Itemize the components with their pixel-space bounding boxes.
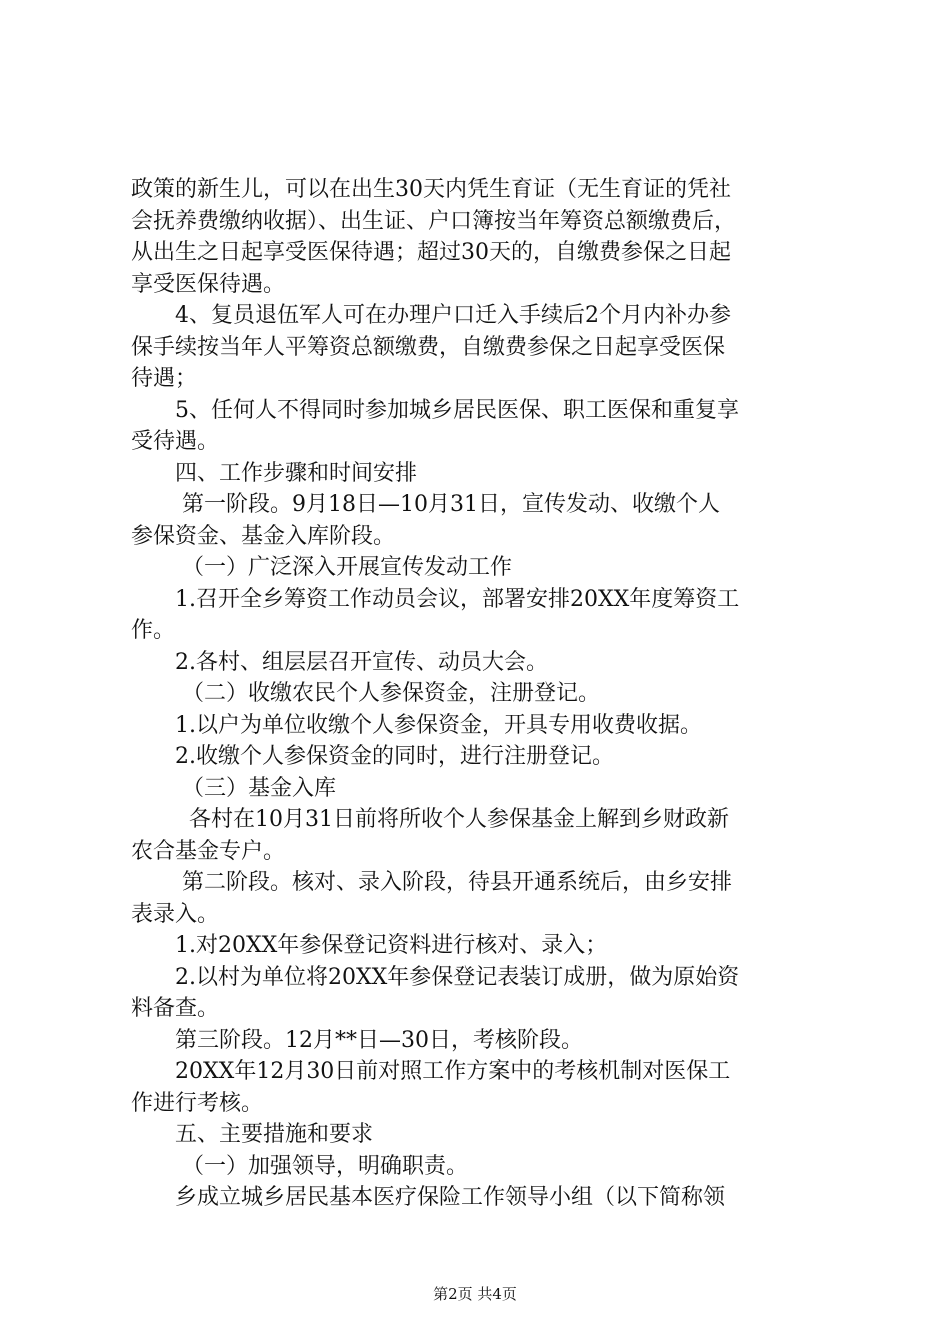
text-line: 保手续按当年人平筹资总额缴费，自缴费参保之日起享受医保 [131,334,726,360]
page-number-label: 第2页 共4页 [433,1285,517,1303]
text-line: 1.对20XX年参保登记资料进行核对、录入； [175,933,608,958]
text-line: 1.召开全乡筹资工作动员会议，部署安排20XX年度筹资工 [175,586,740,612]
text-line: 料备查。 [131,996,220,1021]
text-line: 享受医保待遇。 [131,271,286,297]
text-line: 2.各村、组层层召开宣传、动员大会。 [175,649,548,675]
subsection-heading: （二）收缴农民个人参保资金，注册登记。 [182,681,601,706]
subsection-heading: （一）加强领导，明确职责。 [182,1153,469,1179]
text-line: 20XX年12月30日前对照工作方案中的考核机制对医保工 [175,1059,731,1084]
text-line: 政策的新生儿，可以在出生30天内凭生育证（无生育证的凭社 [131,177,731,202]
text-line: 待遇； [131,366,198,391]
section-heading: 五、主要措施和要求 [175,1122,374,1147]
text-line: 2.以村为单位将20XX年参保登记表装订成册，做为原始资 [175,964,740,990]
text-line: 会抚养费缴纳收据）、出生证、户口簿按当年筹资总额缴费后， [131,208,737,234]
text-line: 从出生之日起享受医保待遇；超过30天的，自缴费参保之日起 [131,240,731,265]
text-line: 各村在10月31日前将所收个人参保基金上解到乡财政新 [189,807,729,832]
text-line: 作。 [131,618,176,643]
page-footer [0,1284,950,1304]
text-line: 第二阶段。核对、录入阶段，待县开通系统后，由乡安排 [182,870,733,895]
document-body [131,174,836,1214]
text-line: 第三阶段。12月**日—30日，考核阶段。 [175,1027,583,1053]
text-line: 表录入。 [131,901,220,927]
text-line: 受待遇。 [131,429,220,454]
subsection-heading: （一）广泛深入开展宣传发动工作 [182,555,513,580]
text-line: 农合基金专户。 [131,838,286,864]
text-line: 乡成立城乡居民基本医疗保险工作领导小组（以下简称领 [175,1185,726,1210]
text-line: 4、复员退伍军人可在办理户口迁入手续后2个月内补办参 [175,303,731,328]
text-line: 5、任何人不得同时参加城乡居民医保、职工医保和重复享 [175,397,739,423]
text-line: 2.收缴个人参保资金的同时，进行注册登记。 [175,744,614,769]
text-line: 1.以户为单位收缴个人参保资金，开具专用收费收据。 [175,712,702,738]
text-line: 参保资金、基金入库阶段。 [131,523,396,549]
text-line: 作进行考核。 [131,1090,264,1116]
text-line: 第一阶段。9月18日—10月31日，宣传发动、收缴个人 [182,492,720,517]
subsection-heading: （三）基金入库 [182,775,337,801]
section-heading: 四、工作步骤和时间安排 [175,460,418,486]
